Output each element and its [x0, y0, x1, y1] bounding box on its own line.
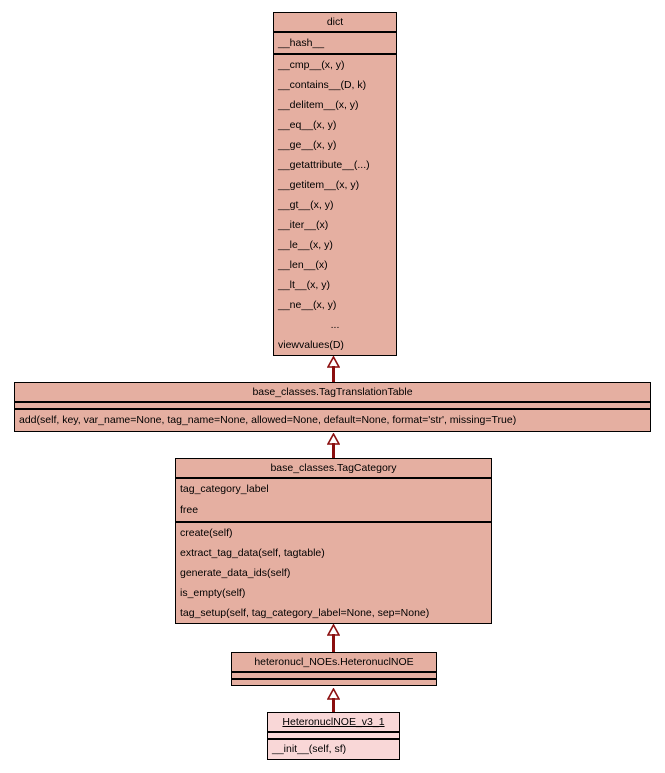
inheritance-arrow-shaft [332, 366, 335, 382]
attributes-compartment [176, 477, 491, 521]
methods-compartment [15, 408, 650, 431]
methods-compartment [268, 738, 399, 759]
inheritance-arrow-shaft [332, 634, 335, 652]
class-box-dict [273, 12, 397, 356]
inheritance-arrow-heteronuclnoe-to-tagcategory [327, 624, 340, 652]
class-title: dict [326, 16, 344, 28]
method-row: viewvalues(D) [278, 339, 344, 351]
inheritance-arrow-tagcategory-to-tagtranslationtable [327, 433, 340, 458]
attribute-row: __hash__ [278, 37, 325, 49]
class-box-heteronuclnoe [231, 652, 437, 686]
class-title: base_classes.TagCategory [270, 462, 397, 474]
method-row: __init__(self, sf) [272, 743, 347, 755]
attributes-compartment-empty [232, 671, 436, 678]
methods-compartment [274, 53, 396, 355]
methods-ellipsis: ... [330, 319, 340, 331]
methods-compartment-empty [232, 678, 436, 685]
class-title: heteronucl_NOEs.HeteronuclNOE [254, 656, 414, 668]
attributes-compartment [274, 31, 396, 53]
method-row: extract_tag_data(self, tagtable) [180, 547, 325, 559]
methods-compartment [176, 521, 491, 623]
method-row: __ge__(x, y) [278, 139, 337, 151]
method-row: __ne__(x, y) [278, 299, 337, 311]
method-row: __getitem__(x, y) [278, 179, 360, 191]
method-row: __le__(x, y) [278, 239, 333, 251]
class-box-heteronuclnoe-v3-1 [267, 712, 400, 760]
class-box-tagtranslationtable [14, 382, 651, 432]
attributes-compartment-empty [15, 401, 650, 408]
method-row: __iter__(x) [278, 219, 329, 231]
method-row: __gt__(x, y) [278, 199, 334, 211]
method-row: __len__(x) [278, 259, 328, 271]
method-row: __delitem__(x, y) [278, 99, 359, 111]
inheritance-arrow-heteronuclnoe-v3-1-to-heteronuclnoe [327, 688, 340, 712]
method-row: __eq__(x, y) [278, 119, 337, 131]
inheritance-arrow-tagtranslationtable-to-dict [327, 356, 340, 382]
class-title: HeteronuclNOE_v3_1 [282, 716, 385, 728]
attributes-compartment-empty [268, 731, 399, 738]
method-row: generate_data_ids(self) [180, 567, 291, 579]
class-box-tagcategory [175, 458, 492, 624]
method-row: add(self, key, var_name=None, tag_name=None, allowed=None, default=None, format='str', missing=True) [19, 414, 517, 426]
attribute-row: free [180, 504, 199, 516]
method-row: __cmp__(x, y) [278, 59, 345, 71]
method-row: __lt__(x, y) [278, 279, 330, 291]
method-row: is_empty(self) [180, 587, 246, 599]
method-row: __getattribute__(...) [278, 159, 370, 171]
class-title: base_classes.TagTranslationTable [252, 386, 413, 398]
method-row: tag_setup(self, tag_category_label=None, sep=None) [180, 607, 430, 619]
attribute-row: tag_category_label [180, 483, 269, 495]
method-row: create(self) [180, 527, 233, 539]
inheritance-arrow-shaft [332, 443, 335, 458]
method-row: __contains__(D, k) [278, 79, 367, 91]
inheritance-arrow-shaft [332, 698, 335, 712]
